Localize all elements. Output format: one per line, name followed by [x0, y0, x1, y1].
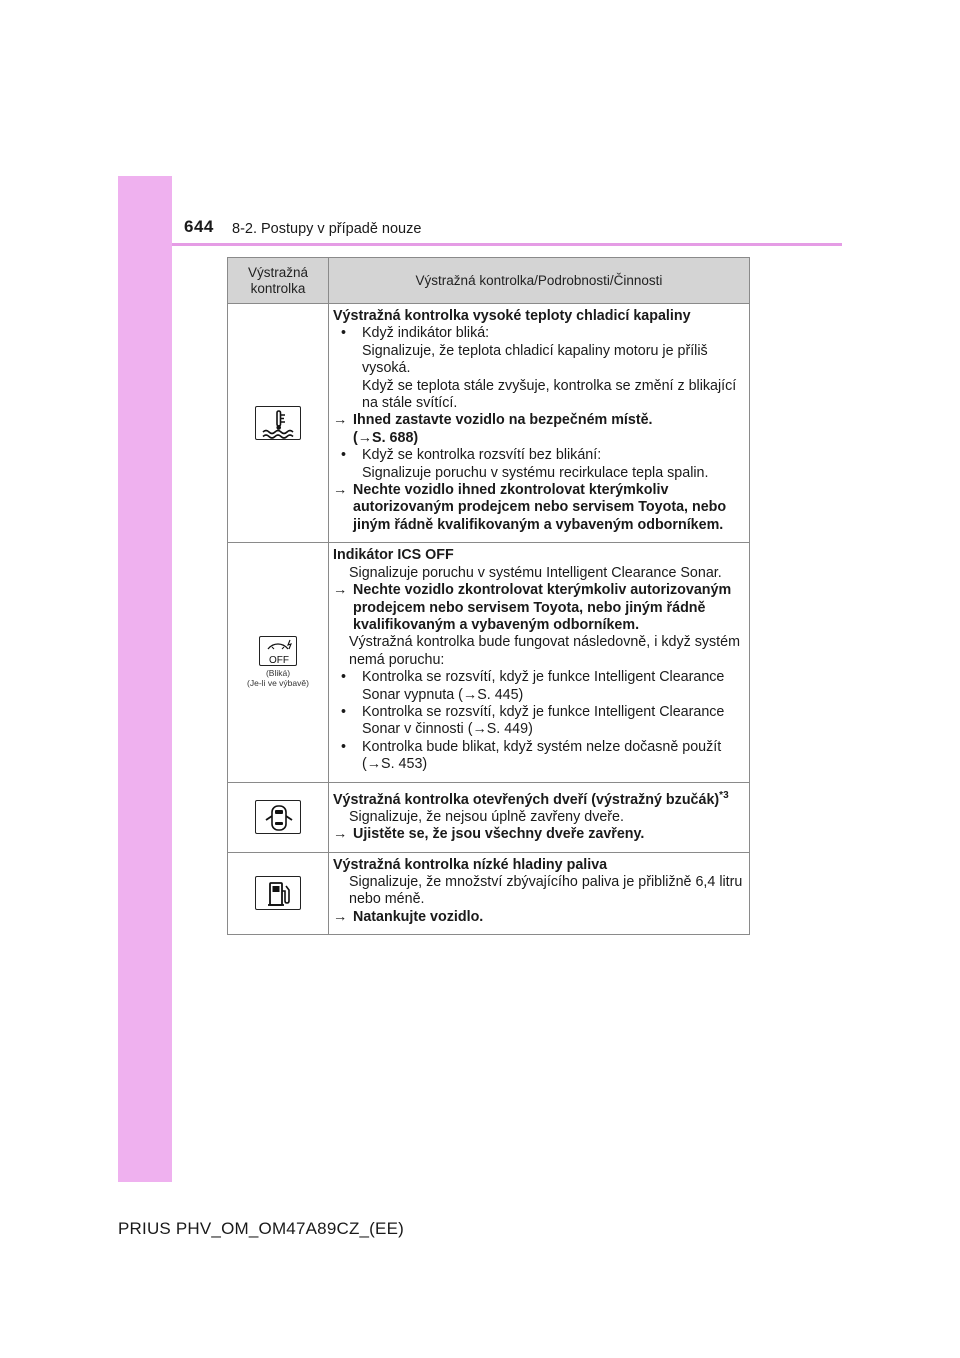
list-item: • Když se kontrolka rozsvítí bez blikání: — [341, 447, 602, 464]
page-number: 644 — [184, 217, 214, 236]
column-header-details: Výstražná kontrolka/Podrobnosti/Činnosti — [329, 258, 750, 304]
description-text: Signalizuje poruchu v systému recirkulace tepla spalin. — [362, 464, 709, 481]
open-door-icon — [255, 800, 301, 834]
description-text: Signalizuje, že teplota chladicí kapaliny motoru je příliš vysoká. — [362, 342, 708, 377]
fuel-pump-icon — [255, 876, 301, 910]
description-text: Výstražná kontrolka bude fungovat následovně, i když systém nemá poruchu: — [349, 634, 740, 668]
coolant-temperature-icon — [255, 406, 301, 440]
icon-cell — [228, 543, 329, 782]
list-item: • Když indikátor bliká: — [341, 325, 490, 342]
light-title: Výstražná kontrolka nízké hladiny paliva — [333, 856, 608, 873]
icon-cell — [228, 304, 329, 543]
action-item: → Natankujte vozidlo. — [333, 908, 484, 925]
page-reference: (→S. 688) — [353, 429, 419, 446]
footnote-marker: *3 — [719, 789, 729, 801]
ics-off-label: OFF — [269, 655, 289, 667]
warning-lights-table — [227, 257, 750, 935]
description-text: Signalizuje, že množství zbývajícího paliva je přibližně 6,4 litru nebo méně. — [349, 873, 743, 908]
icon-cell — [228, 852, 329, 935]
list-item: • Kontrolka se rozsvítí, když je funkce Intelligent Clearance Sonar v činnosti (→S. 449) — [341, 703, 725, 738]
details-cell — [329, 782, 750, 852]
section-title: 8-2. Postupy v případě nouze — [232, 221, 422, 237]
icon-cell — [228, 782, 329, 852]
table-row — [228, 852, 750, 935]
light-title: Výstražná kontrolka vysoké teploty chladicí kapaliny — [333, 308, 691, 324]
icon-caption-if-equipped: (Je-li ve výbavě) — [247, 678, 309, 689]
light-title: Výstražná kontrolka otevřených dveří (výstražný bzučák)$^{*3}$ — [333, 789, 729, 808]
table-header-row — [228, 258, 750, 304]
table-row — [228, 543, 750, 782]
details-cell — [329, 543, 750, 782]
description-text: Signalizuje poruchu v systému Intelligent Clearance Sonar. — [349, 564, 722, 581]
ics-off-icon — [259, 636, 297, 666]
action-item: → Nechte vozidlo zkontrolovat kterýmkoliv autorizovaným prodejcem nebo servisem Toyota, nebo jiným řádně kvalifikovaným a vybaveným odborníkem. — [333, 582, 732, 633]
details-cell — [329, 304, 750, 543]
light-title: Indikátor ICS OFF — [333, 547, 454, 564]
details-cell — [329, 852, 750, 935]
action-item: → Nechte vozidlo ihned zkontrolovat kterýmkoliv autorizovaným prodejcem nebo servisem Toyota, nebo jiným řádně kvalifikovaným a vybaveným odborníkem. — [333, 482, 727, 533]
document-code: PRIUS PHV_OM_OM47A89CZ_(EE) — [118, 1219, 404, 1238]
table-row — [228, 782, 750, 852]
action-item: → Ihned zastavte vozidlo na bezpečném místě. — [333, 412, 653, 429]
table-row — [228, 304, 750, 543]
action-item: → Ujistěte se, že jsou všechny dveře zavřeny. — [333, 826, 645, 843]
chapter-tab-bar — [118, 176, 172, 1182]
description-text: Signalizuje, že nejsou úplně zavřeny dveře. — [349, 808, 624, 825]
header-rule — [172, 243, 842, 246]
icon-caption-blinking: (Bliká) — [265, 668, 291, 679]
list-item: • Kontrolka se rozsvítí, když je funkce Intelligent Clearance Sonar vypnuta (→S. 445) — [341, 669, 725, 703]
list-item: • Kontrolka bude blikat, když systém nelze dočasně použít (→S. 453) — [341, 738, 722, 773]
description-text: Když se teplota stále zvyšuje, kontrolka se změní z blikající na stále svítící. — [362, 377, 737, 412]
column-header-light: Výstražná kontrolka — [228, 258, 329, 304]
